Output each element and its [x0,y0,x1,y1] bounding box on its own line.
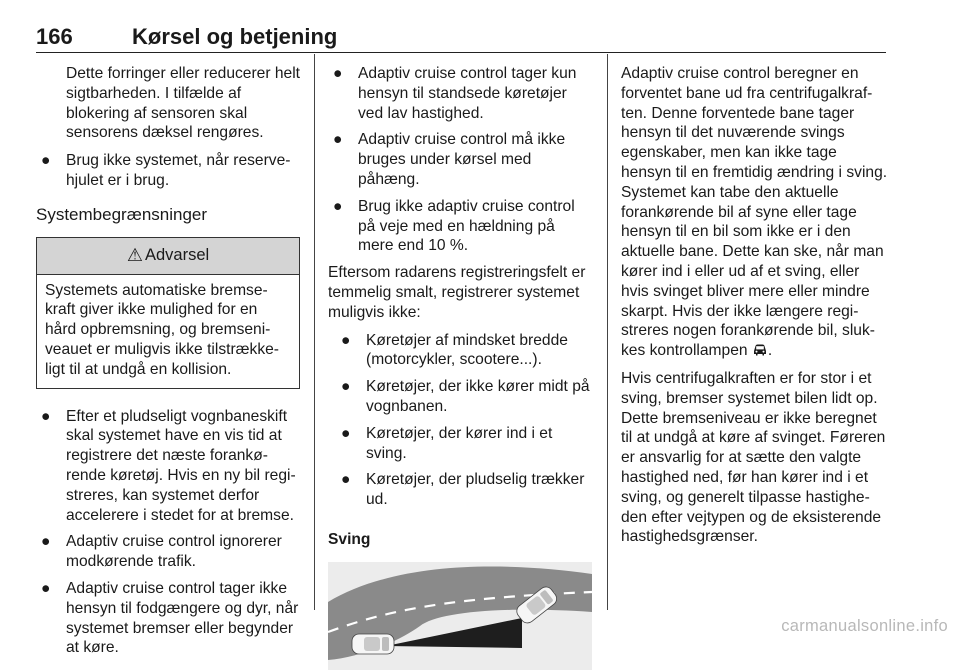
list-item-text: Adaptiv cruise control tager kun hensyn til standsede køretøjer ved lav hastighed. [358,65,577,122]
bullet-icon: ● [341,424,351,442]
bullet-icon: ● [341,331,351,349]
bullet-icon: ● [333,131,343,149]
column-right [621,64,891,555]
list-item-text: Køretøjer, der kører ind i et sving. [366,424,553,462]
list-item-text: Køretøjer, der ikke kører midt på vognbanen. [366,378,590,415]
list-item [328,64,594,123]
bullet-icon: ● [341,378,351,396]
list-item-text: Efter et pludseligt vognbaneskift skal systemet have en vis tid at registrere det næste forankø-rende køretøj. Hvis en ny bil regi-streres, kan systemet derfor accelerere i stedet for at bremse. [66,407,296,524]
list-item-text: Brug ikke adaptiv cruise control på veje med en hældning på mere end 10 %. [358,197,575,255]
car-indicator-icon [752,343,768,357]
paragraph [621,64,891,361]
list-item [36,151,300,191]
column-middle [328,64,594,670]
list-item-text: Brug ikke systemet, når reserve-hjulet er i brug. [66,152,291,189]
subsection-heading: Sving [328,530,371,548]
page-header [36,22,886,53]
list-item-text: Adaptiv cruise control må ikke bruges under kørsel med påhæng. [358,131,566,188]
column-divider [314,54,315,610]
list-item [336,331,594,371]
bullet-icon: ● [333,197,343,215]
list-item [36,579,300,658]
page-number: 166 [36,24,73,49]
bullet-icon: ● [41,579,51,597]
list-item-text: Køretøjer, der pludselig trækker ud. [366,471,585,509]
list-item [336,470,594,510]
bullet-icon: ● [341,471,351,489]
paragraph: Hvis centrifugalkraften er for stor i et sving, bremser systemet bilen lidt op. Dette bremseniveau er ikke beregnet til at undgå at køre af svinget. Føreren er ansvarlig for at sætte den valgte hastighed ned, før han kører ind i et sving, og generelt tilpasse hastighe-den efter vejtypen og de eksisterende hastighedsgrænser. [621,369,886,546]
paragraph: Eftersom radarens registreringsfelt er temmelig smalt, registrerer systemet muligvis ikke: [328,264,586,321]
list-item [336,424,594,464]
list-item [36,532,300,572]
bullet-icon: ● [41,533,51,551]
list-item [336,377,594,417]
bullet-icon: ● [41,152,51,170]
curve-illustration [328,562,592,670]
list-item [36,407,300,526]
paragraph-end: . [767,342,773,360]
watermark: carmanualsonline.info [781,617,948,635]
list-item-text: Adaptiv cruise control ignorerer modkørende trafik. [66,533,282,571]
list-item-text: Adaptiv cruise control tager ikke hensyn til fodgængere og dyr, når systemet bremser eller begynder at køre. [66,579,299,657]
warning-header [37,238,299,275]
page-title: Kørsel og betjening [132,24,338,49]
warning-box [36,237,300,389]
section-heading: Systembegrænsninger [36,204,208,224]
bullet-icon: ● [333,65,343,82]
list-item [328,130,594,189]
warning-triangle-icon: ⚠ [126,244,143,265]
continuation-text: Dette forringer eller reducerer helt sigtbarheden. I tilfælde af blokering af sensoren skal sensorens dæksel rengøres. [66,65,301,142]
paragraph-text: Adaptiv cruise control beregner en forventet bane ud fra centrifugalkraf-ten. Denne forventede bane tager hensyn til det nuværende svings egenskaber, men kan ikke tage hensyn til en fremtidig ændring i sving. Systemet kan tabe den aktuelle forankørende bil af syne eller tage hensyn til en bil som ikke er i den aktuelle bane. Dette kan ske, når man kører ind i eller ud af et sving, eller hvis svinget bliver mere eller mindre skarpt. Hvis der ikke længere regi-streres nogen forankørende bil, sluk-kes kontrollampen [621,65,888,360]
list-item-text: Køretøjer af mindsket bredde (motorcykler, scootere...). [366,331,568,369]
column-divider [607,54,608,610]
bullet-icon: ● [41,407,51,425]
column-left [36,64,300,665]
list-item [328,197,594,256]
warning-title: Advarsel [144,245,210,264]
warning-text: Systemets automatiske bremse-kraft giver ikke mulighed for en hård opbremsning, og bremseni-veauet er muligvis ikke tilstrække-ligt til at undgå en kollision. [45,281,279,378]
